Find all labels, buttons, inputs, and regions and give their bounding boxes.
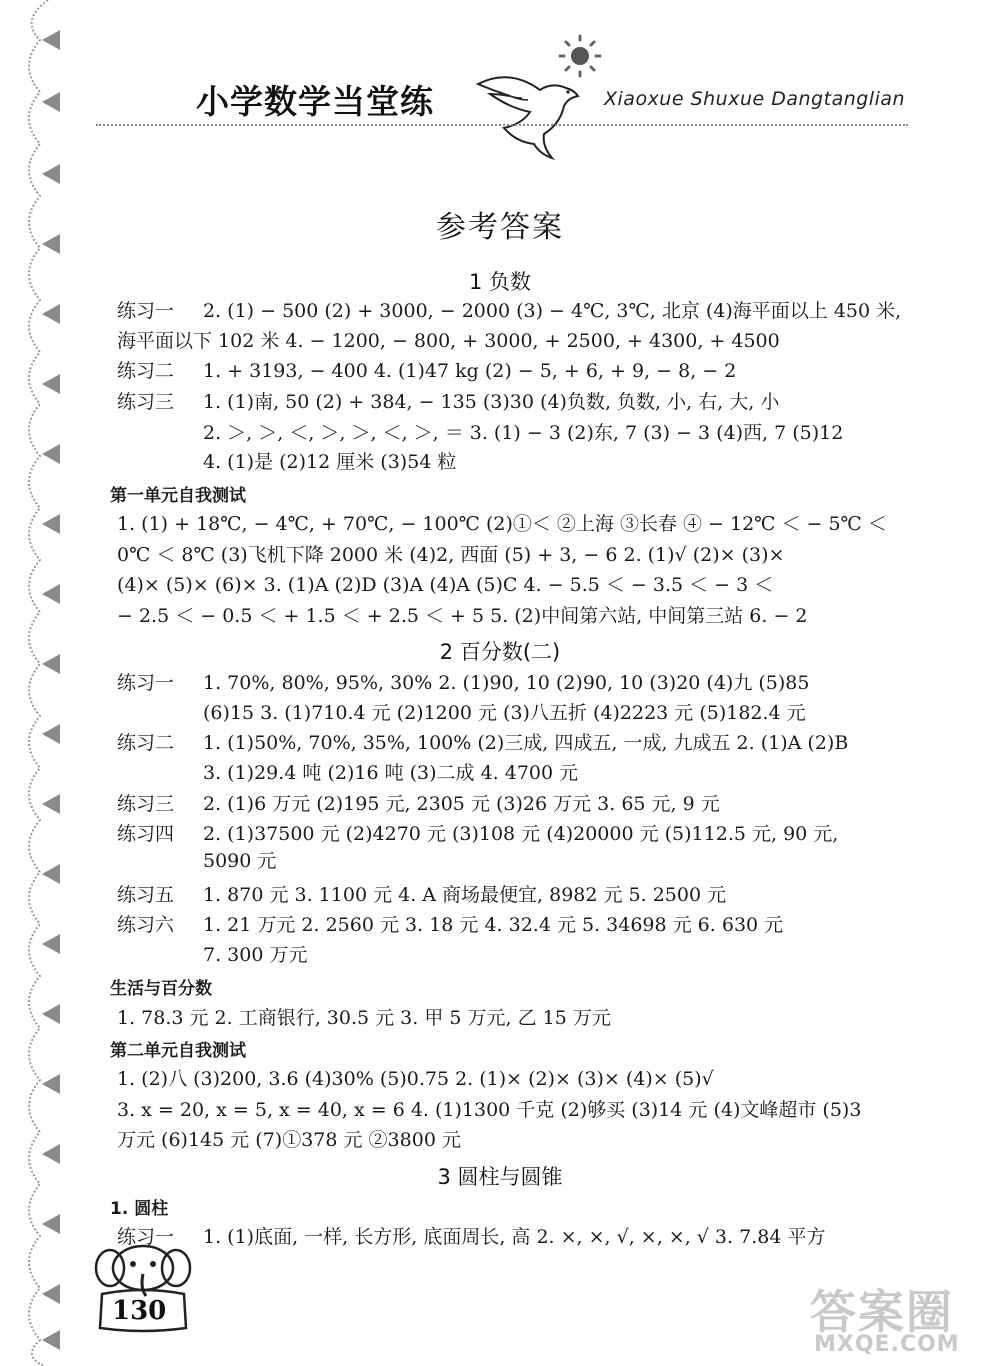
answer-line (0, 296, 1000, 326)
section-title-1: 1 负数 (468, 270, 532, 294)
header-divider (96, 124, 908, 126)
answer-line (0, 1064, 1000, 1094)
subheading: 1. 圆柱 (110, 1199, 169, 1219)
answer-line (0, 668, 1000, 698)
answer-text: 1. (1)南, 50 (2) + 384, − 135 (3)30 (4)负数, 负数, 小, 右, 大, 小 (203, 391, 780, 413)
answer-line (0, 540, 1000, 570)
sun-icon (560, 36, 600, 76)
exercise-label: 练习二 (117, 732, 175, 754)
answer-line (0, 728, 1000, 758)
answer-text: 4. (1)是 (2)12 厘米 (3)54 粒 (203, 451, 457, 473)
answer-text: 1. 870 元 3. 1100 元 4. A 商场最便宜, 8982 元 5. 2500 元 (203, 884, 727, 906)
answer-text: 1. 21 万元 2. 2560 元 3. 18 元 4. 32.4 元 5. 34698 元 6. 630 元 (203, 914, 784, 936)
section-title-3: 3 圆柱与圆锥 (437, 1165, 563, 1189)
page-title: 参考答案 (436, 210, 564, 245)
answer-line (0, 570, 1000, 600)
answer-text: 0℃ ＜ 8℃ (3)飞机下降 2000 米 (4)2, 西面 (5) + 3, − 6 2. (1)√ (2)× (3)× (117, 544, 785, 566)
answer-line (0, 940, 1000, 970)
answer-text: 1. (2)八 (3)200, 3.6 (4)30% (5)0.75 2. (1)× (2)× (3)× (4)× (5)√ (117, 1068, 714, 1090)
section-title-2: 2 百分数(二) (439, 640, 561, 664)
answer-line (0, 447, 1000, 477)
answer-line (0, 819, 1000, 849)
exercise-label: 练习三 (117, 391, 175, 413)
answer-text: 1. (1)底面, 一样, 长方形, 底面周长, 高 2. ×, ×, √, ×, ×, √ 3. 7.84 平方 (203, 1226, 826, 1248)
answer-text: 2. ＞, ＞, ＜, ＞, ＞, ＜, ＞, ＝ 3. (1) − 3 (2)东, 7 (3) − 3 (4)西, 7 (5)12 (203, 422, 844, 444)
answer-line (0, 509, 1000, 539)
book-title: 小学数学当堂练 (196, 82, 434, 121)
answer-text: 1. (1)50%, 70%, 35%, 100% (2)三成, 四成五, 一成, 九成五 2. (1)A (2)B (203, 732, 849, 754)
watermark (792, 1276, 992, 1360)
exercise-label: 练习二 (117, 360, 175, 382)
answer-text: 2. (1)6 万元 (2)195 元, 2305 元 (3)26 万元 3. 65 元, 9 元 (203, 793, 720, 815)
answer-line (0, 601, 1000, 631)
answer-text: 3. x = 20, x = 5, x = 40, x = 6 4. (1)1300 千克 (2)够买 (3)14 元 (4)文峰超市 (5)3 (117, 1099, 862, 1121)
answer-line (0, 1003, 1000, 1033)
answer-line (0, 846, 1000, 876)
exercise-label: 练习一 (117, 672, 175, 694)
answer-line (0, 789, 1000, 819)
answer-line (0, 698, 1000, 728)
exercise-label: 练习六 (117, 914, 175, 936)
answer-line (0, 418, 1000, 448)
exercise-label: 练习四 (117, 823, 175, 845)
exercise-label: 练习五 (117, 884, 175, 906)
exercise-label: 练习一 (117, 1226, 175, 1248)
answer-line (0, 1095, 1000, 1125)
answer-text: 2. (1)37500 元 (2)4270 元 (3)108 元 (4)20000 元 (5)112.5 元, 90 元, (203, 823, 839, 845)
subheading: 生活与百分数 (110, 979, 212, 999)
answer-text: 3. (1)29.4 吨 (2)16 吨 (3)二成 4. 4700 元 (203, 762, 579, 784)
answer-text: 1. (1) + 18℃, − 4℃, + 70℃, − 100℃ (2)①＜ ②上海 ③长春 ④ − 12℃ ＜ − 5℃ ＜ (117, 513, 887, 535)
answer-line (0, 758, 1000, 788)
answer-text: 1. 78.3 元 2. 工商银行, 30.5 元 3. 甲 5 万元, 乙 15 万元 (117, 1007, 611, 1029)
answer-text: (6)15 3. (1)710.4 元 (2)1200 元 (3)八五折 (4)2223 元 (5)182.4 元 (203, 702, 806, 724)
answer-text: 5090 元 (203, 850, 277, 872)
answer-text: 2. (1) − 500 (2) + 3000, − 2000 (3) − 4℃, 3℃, 北京 (4)海平面以上 450 米, (203, 300, 902, 322)
dove-icon (470, 28, 620, 178)
answer-line (0, 326, 1000, 356)
answer-line (0, 910, 1000, 940)
exercise-label: 练习一 (117, 300, 175, 322)
answer-text: 1. + 3193, − 400 4. (1)47 kg (2) − 5, + 6, + 9, − 8, − 2 (203, 360, 737, 382)
answer-line (0, 880, 1000, 910)
subheading: 第二单元自我测试 (110, 1041, 246, 1061)
book-title-roman: Xiaoxue Shuxue Dangtanglian (604, 88, 906, 110)
answer-text: (4)× (5)× (6)× 3. (1)A (2)D (3)A (4)A (5)C 4. − 5.5 ＜ − 3.5 ＜ − 3 ＜ (117, 574, 774, 596)
answer-line (0, 387, 1000, 417)
exercise-label: 练习三 (117, 793, 175, 815)
answer-line (0, 356, 1000, 386)
answer-text: 7. 300 万元 (203, 944, 308, 966)
watermark-url: MXQE.COM (814, 1332, 960, 1357)
page-number: 130 (112, 1296, 167, 1326)
answer-text: 万元 (6)145 元 (7)①378 元 ②3800 元 (117, 1129, 461, 1151)
answer-text: 海平面以下 102 米 4. − 1200, − 800, + 3000, + 2500, + 4300, + 4500 (117, 330, 780, 352)
answer-text: 1. 70%, 80%, 95%, 30% 2. (1)90, 10 (2)90, 10 (3)20 (4)九 (5)85 (203, 672, 810, 694)
answer-line (0, 1125, 1000, 1155)
subheading: 第一单元自我测试 (110, 486, 246, 506)
watermark-logo: 答案圈 (810, 1285, 954, 1339)
answer-text: − 2.5 ＜ − 0.5 ＜ + 1.5 ＜ + 2.5 ＜ + 5 5. (2)中间第六站, 中间第三站 6. − 2 (117, 605, 808, 627)
